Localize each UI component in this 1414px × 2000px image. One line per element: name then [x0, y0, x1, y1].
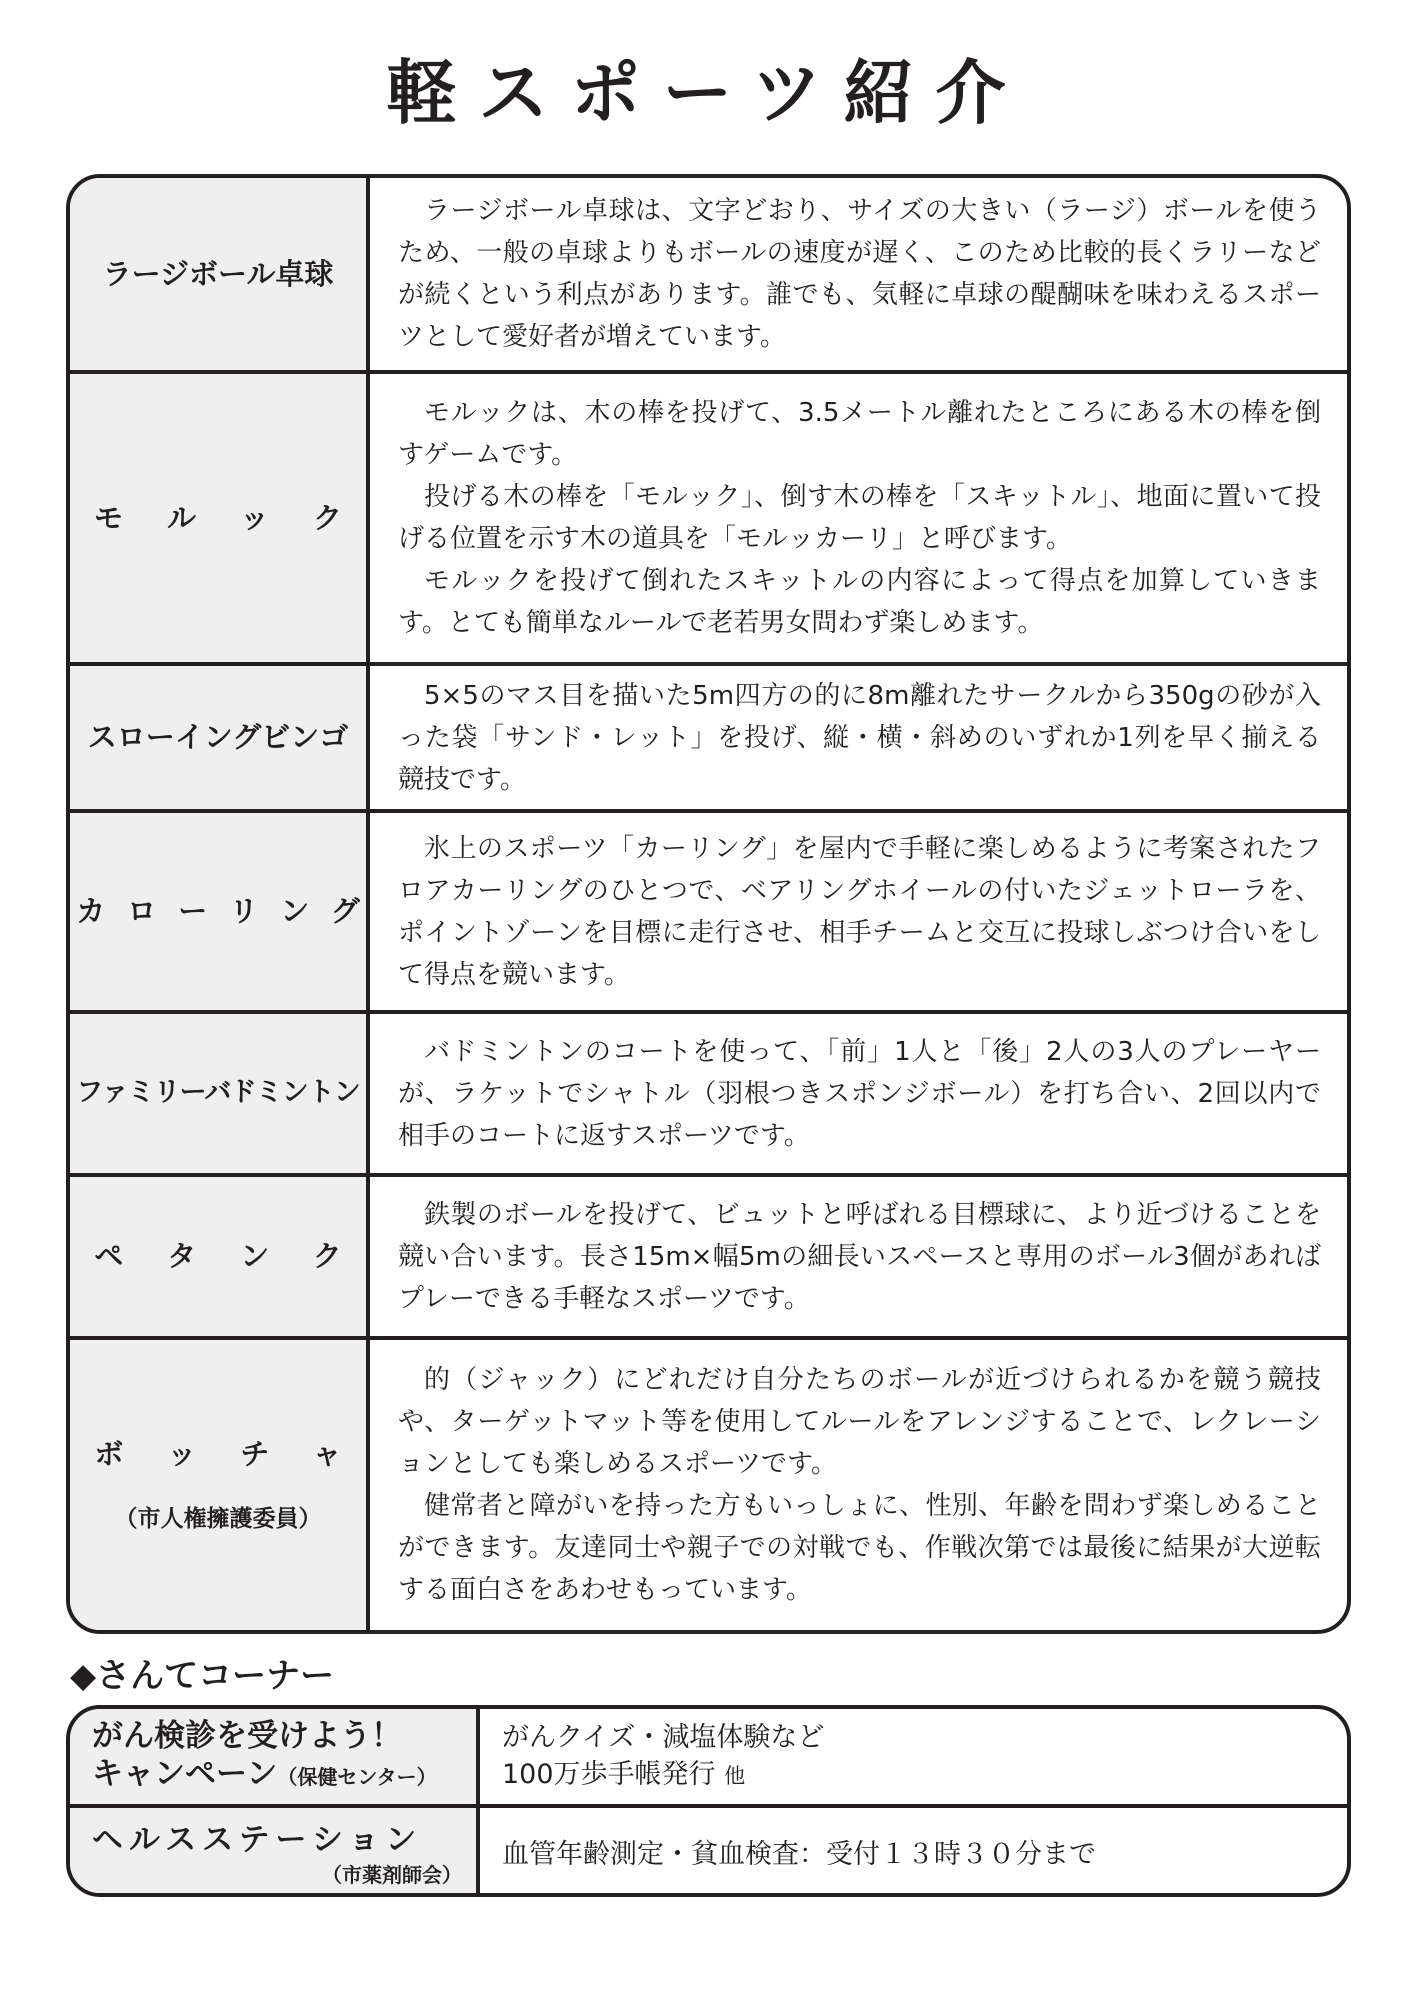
sport-name-cell — [70, 813, 382, 1010]
sport-description — [370, 666, 1347, 809]
corner-heading: ◆さんてコーナー — [70, 1656, 335, 1696]
corner-detail-line2 — [502, 1756, 1325, 1795]
sport-row-molkky — [70, 370, 1347, 662]
corner-organizer: （市薬剤師会） — [322, 1863, 462, 1887]
sport-name: スローイングビンゴ — [87, 720, 349, 755]
corner-detail-suffix: 他 — [724, 1763, 746, 1788]
sport-description — [370, 1177, 1347, 1336]
sport-row-petanque — [70, 1173, 1347, 1336]
sport-row-throwing-bingo — [70, 662, 1347, 809]
sport-name: ペタンク — [94, 1239, 386, 1274]
sport-name-cell — [70, 178, 370, 370]
corner-detail: 血管年齢測定・貧血検査：受付１３時３０分まで — [502, 1839, 1096, 1870]
sport-name-cell — [70, 1340, 386, 1630]
description-paragraph: 投げる木の棒を「モルック」、倒す木の棒を「スキットル」、地面に置いて投げる位置を示す木の道具を「モルッカーリ」と呼びます。 — [398, 482, 1321, 554]
sport-row-large-ball-table-tennis — [70, 178, 1347, 370]
corner-organizer: （保健センター） — [277, 1765, 437, 1789]
sport-description — [370, 374, 1347, 662]
page-title: 軽スポーツ紹介 — [386, 52, 1028, 134]
corner-title: ヘルスステーション — [92, 1822, 423, 1858]
sport-name-cell — [70, 666, 370, 809]
corner-title: がん検診を受けよう！ — [92, 1718, 402, 1754]
sport-row-family-badminton — [70, 1010, 1347, 1173]
sport-name: ファミリーバドミントン — [76, 1077, 360, 1109]
description-paragraph: バドミントンのコートを使って、「前」1人と「後」2人の3人のプレーヤーが、ラケットでシャトル（羽根つきスポンジボール）を打ち合い、2回以内で相手のコートに返すスポーツです。 — [398, 1036, 1321, 1151]
description-paragraph: 氷上のスポーツ「カーリング」を屋内で手軽に楽しめるように考案されたフロアカーリングのひとつで、ベアリングホイールの付いたジェットローラを、ポイントゾーンを目標に走行させ、相手チームと交互に投球しぶつけ合いをして得点を競います。 — [398, 833, 1321, 990]
description-paragraph: 的（ジャック）にどれだけ自分たちのボールが近づけられるかを競う競技や、ターゲットマット等を使用してルールをアレンジすることで、レクレーションとしても楽しめるスポーツです。 — [398, 1365, 1321, 1479]
description-paragraph: 健常者と障がいを持った方もいっしょに、性別、年齢を問わず楽しめることができます。友達同士や親子での対戦でも、作戦次第では最後に結果が大逆転する面白さをあわせもっています。 — [398, 1491, 1321, 1605]
corner-title-cell — [70, 1808, 480, 1897]
corner-row-cancer-screening — [70, 1709, 1347, 1804]
corner-row-health-station — [70, 1804, 1347, 1897]
sport-description — [370, 1340, 1347, 1630]
corner-detail: がんクイズ・減塩体験など — [502, 1721, 825, 1753]
sport-name: ボッチャ — [94, 1437, 386, 1472]
sport-description — [370, 178, 1347, 370]
sport-name-cell — [70, 374, 386, 662]
sport-row-boccia — [70, 1336, 1347, 1630]
sport-name: カローリング — [76, 894, 382, 929]
sports-table — [66, 174, 1351, 1634]
corner-table — [66, 1705, 1351, 1897]
corner-detail-cell — [480, 1709, 1347, 1804]
sport-description — [370, 1014, 1347, 1173]
sport-name-cell — [70, 1177, 386, 1336]
sport-name-cell — [70, 1014, 370, 1173]
sport-row-curolling — [70, 809, 1347, 1010]
sport-name: モルック — [93, 500, 386, 535]
sport-organizer: （市人権擁護委員） — [114, 1505, 322, 1532]
sport-name: ラージボール卓球 — [102, 256, 334, 291]
corner-title-text: キャンペーン — [92, 1756, 278, 1792]
description-paragraph: 鉄製のボールを投げて、ビュットと呼ばれる目標球に、より近づけることを競い合います。長さ15m×幅5mの細長いスペースと専用のボール3個があればプレーできる手軽なスポーツです。 — [398, 1199, 1321, 1314]
description-paragraph: 5×5のマス目を描いた5m四方の的に8m離れたサークルから350gの砂が入った袋「サンド・レット」を投げ、縦・横・斜めのいずれか1列を早く揃える競技です。 — [398, 680, 1321, 795]
sport-description — [370, 813, 1347, 1010]
description-paragraph: モルックは、木の棒を投げて、3.5メートル離れたところにある木の棒を倒すゲームです。 — [398, 398, 1321, 470]
description-paragraph: ラージボール卓球は、文字どおり、サイズの大きい（ラージ）ボールを使うため、一般の卓球よりもボールの速度が遅く、このため比較的長くラリーなどが続くという利点があります。誰でも、気軽に卓球の醍醐味を味わえるスポーツとして愛好者が増えています。 — [398, 196, 1321, 352]
corner-title-cell — [70, 1709, 480, 1804]
corner-title-line2 — [92, 1755, 462, 1796]
corner-detail-text: 100万歩手帳発行 — [502, 1758, 716, 1790]
corner-detail-cell — [480, 1808, 1347, 1897]
description-paragraph: モルックを投げて倒れたスキットルの内容によって得点を加算していきます。とても簡単なルールで老若男女問わず楽しめます。 — [398, 566, 1321, 638]
